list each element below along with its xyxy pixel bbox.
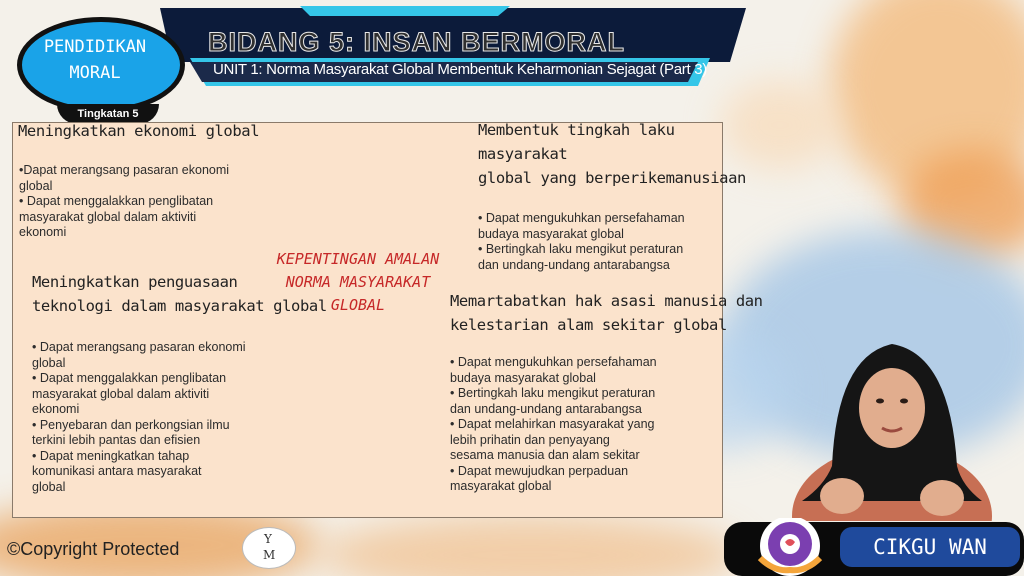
logo-line-1: PENDIDIKAN xyxy=(43,37,147,57)
list-item: •Dapat merangsang pasaran ekonomi global xyxy=(19,163,230,193)
presenter-video xyxy=(792,336,992,521)
copyright-notice: ©Copyright Protected xyxy=(7,539,180,559)
list-item: • Dapat mengukuhkan persefahaman budaya masyarakat global xyxy=(478,211,685,241)
section-1-points xyxy=(19,163,229,241)
list-item: • Dapat meningkatkan tahap komunikasi antara masyarakat global xyxy=(32,448,202,494)
list-item: • Bertingkah laku mengikut peraturan dan undang-undang antarabangsa xyxy=(478,242,684,272)
section-1-heading: Meningkatkan ekonomi global xyxy=(18,122,260,140)
section-4-heading: Memartabatkan hak asasi manusia dan kelestarian alam sekitar global xyxy=(450,292,763,334)
section-4-points xyxy=(450,355,657,495)
section-3-heading: Meningkatkan penguasaan teknologi dalam masyarakat global xyxy=(32,273,327,315)
centre-title: KEPENTINGAN AMALAN NORMA MASYARAKAT GLOBAL xyxy=(276,250,440,314)
section-2-points xyxy=(478,211,685,273)
list-item: • Dapat menggalakkan penglibatan masyarakat global dalam aktiviti ekonomi xyxy=(19,194,214,239)
ym-mark: Y M xyxy=(242,527,296,569)
list-item: • Dapat menggalakkan penglibatan masyarakat global dalam aktiviti ekonomi xyxy=(32,371,227,416)
presenter-name: CIKGU WAN xyxy=(873,535,987,559)
section-3-points xyxy=(32,340,246,495)
list-item: • Penyebaran dan perkongsian ilmu terkini lebih pantas dan efisien xyxy=(32,417,230,447)
list-item: • Dapat melahirkan masyarakat yang lebih prihatin dan penyayang sesama manusia dan alam sekitar xyxy=(450,417,655,462)
bidang-title: BIDANG 5: INSAN BERMORAL xyxy=(208,27,626,57)
pendidikan-moral-logo xyxy=(7,7,183,119)
logo-line-2: MORAL xyxy=(69,63,121,83)
list-item: • Dapat merangsang pasaran ekonomi global xyxy=(32,340,246,370)
list-item: • Bertingkah laku mengikut peraturan dan undang-undang antarabangsa xyxy=(450,386,656,416)
section-2-heading: Membentuk tingkah laku masyarakat global yang berperikemanusiaan xyxy=(478,121,746,187)
list-item: • Dapat mengukuhkan persefahaman budaya masyarakat global xyxy=(450,355,657,385)
level-badge: Tingkatan 5 xyxy=(57,104,159,124)
list-item: • Dapat mewujudkan perpaduan masyarakat global xyxy=(450,463,629,493)
unit-title: UNIT 1: Norma Masyarakat Global Membentuk Keharmonian Sejagat (Part 3) xyxy=(213,61,707,78)
